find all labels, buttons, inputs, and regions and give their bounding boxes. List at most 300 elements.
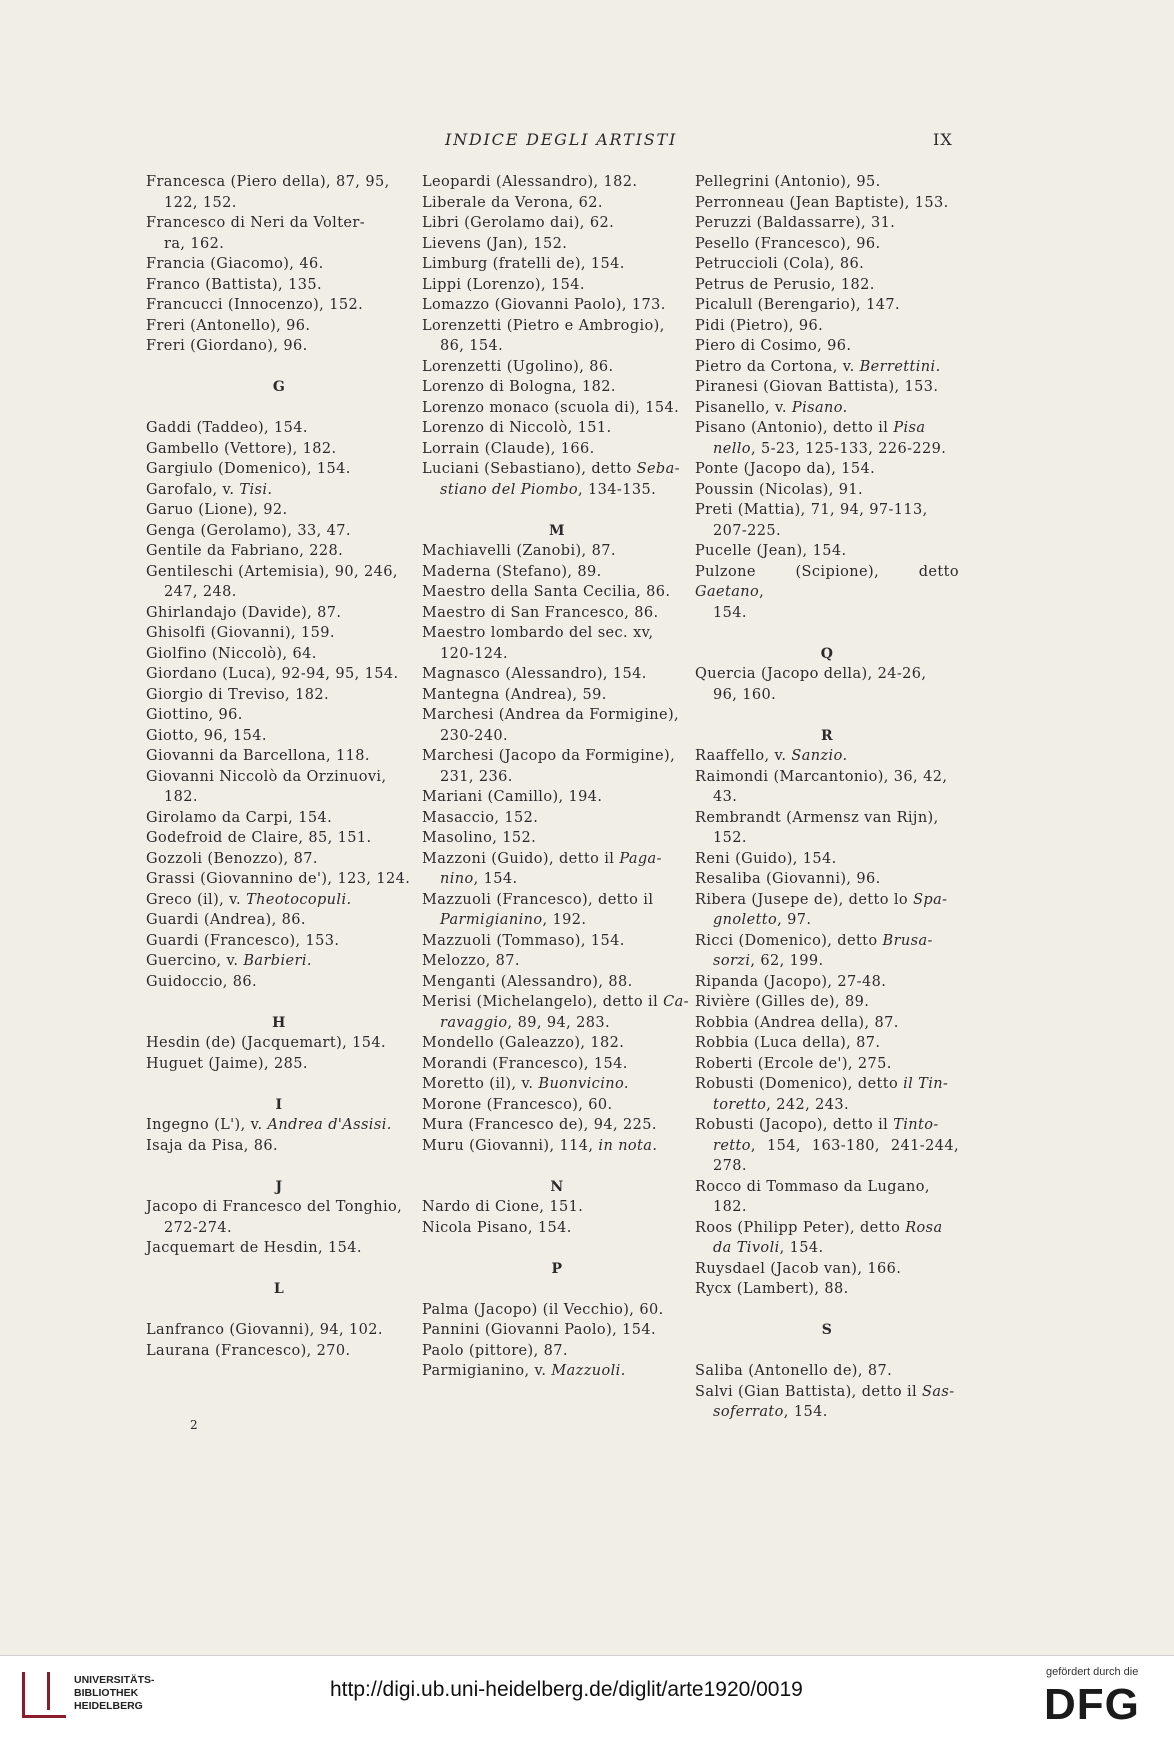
entry-line: Maestro della Santa Cecilia, 86. bbox=[422, 584, 671, 600]
index-entry bbox=[695, 869, 959, 890]
entry-line: 231, 236. bbox=[440, 768, 513, 785]
running-title: INDICE DEGLI ARTISTI bbox=[445, 130, 678, 149]
index-entry bbox=[422, 603, 692, 624]
index-entry bbox=[422, 357, 692, 378]
entry-line: Rembrandt (Armensz van Rijn), bbox=[695, 809, 939, 826]
index-entry bbox=[695, 746, 959, 767]
entry-line: Lomazzo (Giovanni Paolo), 173. bbox=[422, 297, 666, 313]
index-entry bbox=[146, 685, 412, 706]
entry-line: nino, 154. bbox=[440, 871, 518, 887]
index-entry bbox=[146, 869, 412, 890]
entry-line: Ribera (Jusepe de), detto lo Spa- bbox=[695, 891, 948, 908]
spacer bbox=[422, 1279, 692, 1300]
spacer bbox=[146, 1074, 412, 1095]
index-entry bbox=[146, 254, 412, 275]
index-entry bbox=[146, 213, 412, 254]
entry-line: 230-240. bbox=[440, 727, 509, 744]
entry-line: Machiavelli (Zanobi), 87. bbox=[422, 543, 616, 559]
entry-line: Roberti (Ercole de'), 275. bbox=[695, 1055, 892, 1072]
entry-line: Ghisolfi (Giovanni), 159. bbox=[146, 625, 335, 641]
index-entry bbox=[146, 1320, 412, 1341]
entry-line: 152. bbox=[713, 830, 747, 846]
spacer bbox=[146, 357, 412, 378]
library-line: BIBLIOTHEK bbox=[74, 1687, 139, 1699]
entry-line: Rocco di Tommaso da Lugano, bbox=[695, 1178, 930, 1195]
index-entry bbox=[146, 726, 412, 747]
index-entry bbox=[146, 1054, 412, 1075]
entry-line: Libri (Gerolamo dai), 62. bbox=[422, 215, 615, 231]
entry-line: Lorenzetti (Pietro e Ambrogio), bbox=[422, 317, 665, 334]
index-entry bbox=[422, 275, 692, 296]
index-entry bbox=[695, 890, 959, 931]
letter-heading: J bbox=[275, 1178, 283, 1195]
letter-heading: Q bbox=[820, 645, 834, 662]
entry-line: Mariani (Camillo), 194. bbox=[422, 789, 603, 805]
entry-line: Perronneau (Jean Baptiste), 153. bbox=[695, 194, 949, 211]
index-entry bbox=[422, 459, 692, 500]
entry-line: Jacopo di Francesco del Tonghio, bbox=[146, 1199, 403, 1215]
index-entry bbox=[146, 562, 412, 603]
entry-line: 182. bbox=[164, 789, 198, 805]
spacer bbox=[695, 623, 959, 644]
index-entry bbox=[422, 1361, 692, 1382]
entry-line: Francesco di Neri da Volter- bbox=[146, 215, 366, 231]
index-entry bbox=[422, 295, 692, 316]
entry-line: Francesca (Piero della), 87, 95, bbox=[146, 174, 390, 190]
entry-line: sorzi, 62, 199. bbox=[713, 953, 824, 969]
letter-heading: N bbox=[550, 1178, 564, 1195]
index-entry bbox=[695, 172, 959, 193]
index-entry bbox=[422, 992, 692, 1033]
entry-line: Isaja da Pisa, 86. bbox=[146, 1137, 279, 1154]
entry-line: Girolamo da Carpi, 154. bbox=[146, 809, 333, 826]
index-entry bbox=[695, 849, 959, 870]
entry-line: Menganti (Alessandro), 88. bbox=[422, 973, 633, 990]
index-entry bbox=[146, 890, 412, 911]
entry-line: Marchesi (Jacopo da Formigine), bbox=[422, 748, 676, 764]
entry-line: Pesello (Francesco), 96. bbox=[695, 235, 881, 252]
index-entry bbox=[422, 931, 692, 952]
entry-line: Giovanni Niccolò da Orzinuovi, bbox=[146, 768, 387, 785]
library-logo-icon bbox=[22, 1672, 66, 1718]
entry-line: Picalull (Berengario), 147. bbox=[695, 297, 900, 313]
index-entry bbox=[146, 1238, 412, 1259]
index-entry bbox=[146, 767, 412, 808]
index-entry bbox=[422, 418, 692, 439]
entry-line: Mazzuoli (Francesco), detto il bbox=[422, 891, 654, 908]
index-entry bbox=[695, 992, 959, 1013]
index-entry bbox=[422, 316, 692, 357]
entry-line: Petrus de Perusio, 182. bbox=[695, 276, 875, 293]
entry-line: Lorenzetti (Ugolino), 86. bbox=[422, 358, 614, 375]
index-entry bbox=[146, 849, 412, 870]
index-entry bbox=[695, 972, 959, 993]
index-entry bbox=[422, 213, 692, 234]
entry-line: Rivière (Gilles de), 89. bbox=[695, 994, 870, 1010]
entry-line: Giolfino (Niccolò), 64. bbox=[146, 645, 317, 662]
index-entry bbox=[422, 1033, 692, 1054]
index-entry bbox=[146, 480, 412, 501]
entry-line: Morone (Francesco), 60. bbox=[422, 1096, 613, 1113]
entry-line: Grassi (Giovannino de'), 123, 124. bbox=[146, 871, 411, 887]
index-entry bbox=[695, 295, 959, 316]
entry-line: soferrato, 154. bbox=[713, 1404, 828, 1420]
index-entry bbox=[146, 1136, 412, 1157]
index-entry bbox=[422, 746, 692, 787]
entry-line: Ruysdael (Jacob van), 166. bbox=[695, 1260, 902, 1277]
entry-line: Gozzoli (Benozzo), 87. bbox=[146, 850, 318, 867]
letter-heading: M bbox=[549, 522, 565, 539]
entry-line: ra, 162. bbox=[164, 235, 225, 252]
entry-line: Muru (Giovanni), 114, in nota. bbox=[422, 1137, 658, 1154]
index-entry bbox=[146, 541, 412, 562]
spacer bbox=[422, 1156, 692, 1177]
index-entry bbox=[422, 1218, 692, 1239]
entry-line: Jacquemart de Hesdin, 154. bbox=[146, 1240, 362, 1256]
dfg-logo[interactable]: DFG bbox=[1044, 1680, 1140, 1729]
entry-line: Mura (Francesco de), 94, 225. bbox=[422, 1117, 657, 1133]
entry-line: 122, 152. bbox=[164, 194, 237, 211]
entry-line: Resaliba (Giovanni), 96. bbox=[695, 871, 881, 887]
entry-line: Mazzuoli (Tommaso), 154. bbox=[422, 932, 625, 949]
index-entry bbox=[695, 1279, 959, 1300]
index-entry bbox=[422, 1300, 692, 1321]
entry-line: Magnasco (Alessandro), 154. bbox=[422, 666, 647, 682]
entry-line: Huguet (Jaime), 285. bbox=[146, 1055, 308, 1072]
spacer bbox=[422, 500, 692, 521]
index-entry bbox=[422, 1054, 692, 1075]
entry-line: Franco (Battista), 135. bbox=[146, 276, 322, 293]
library-line: HEIDELBERG bbox=[74, 1700, 143, 1712]
entry-line: Raimondi (Marcantonio), 36, 42, bbox=[695, 768, 948, 785]
spacer bbox=[146, 1300, 412, 1321]
index-entry bbox=[695, 234, 959, 255]
entry-line: Ghirlandajo (Davide), 87. bbox=[146, 604, 342, 621]
entry-line: Marchesi (Andrea da Formigine), bbox=[422, 707, 680, 723]
entry-line: nello, 5-23, 125-133, 226-229. bbox=[713, 440, 947, 457]
index-entry bbox=[695, 316, 959, 337]
entry-line: Lorenzo di Bologna, 182. bbox=[422, 379, 616, 395]
permalink-url[interactable]: http://digi.ub.uni-heidelberg.de/diglit/arte1920/0019 bbox=[330, 1678, 803, 1701]
index-entry bbox=[422, 1115, 692, 1136]
index-entry bbox=[695, 377, 959, 398]
entry-line: Guercino, v. Barbieri. bbox=[146, 953, 312, 969]
entry-line: retto, 154, 163-180, 241-244, 278. bbox=[713, 1137, 959, 1174]
entry-line: Francucci (Innocenzo), 152. bbox=[146, 297, 364, 313]
entry-line: stiano del Piombo, 134-135. bbox=[440, 481, 657, 498]
entry-line: 272-274. bbox=[164, 1219, 233, 1236]
entry-line: Pannini (Giovanni Paolo), 154. bbox=[422, 1322, 657, 1338]
entry-line: Parmigianino, v. Mazzuoli. bbox=[422, 1363, 626, 1379]
index-entry bbox=[695, 1218, 959, 1259]
index-entry bbox=[422, 582, 692, 603]
entry-line: Ripanda (Jacopo), 27-48. bbox=[695, 973, 887, 990]
index-entry bbox=[695, 562, 959, 624]
entry-line: Pulzone (Scipione), detto Gaetano, bbox=[695, 563, 959, 600]
letter-heading: G bbox=[272, 379, 286, 395]
entry-line: Mazzoni (Guido), detto il Paga- bbox=[422, 850, 662, 867]
index-entry bbox=[695, 480, 959, 501]
index-entry bbox=[695, 808, 959, 849]
index-entry bbox=[146, 275, 412, 296]
entry-line: Gargiulo (Domenico), 154. bbox=[146, 461, 351, 477]
entry-line: Lorrain (Claude), 166. bbox=[422, 440, 595, 457]
index-entry bbox=[146, 521, 412, 542]
index-entry bbox=[422, 705, 692, 746]
entry-line: Robusti (Jacopo), detto il Tinto- bbox=[695, 1117, 939, 1133]
index-entry bbox=[422, 439, 692, 460]
index-entry bbox=[422, 828, 692, 849]
index-entry bbox=[695, 541, 959, 562]
index-entry bbox=[695, 1054, 959, 1075]
index-entry bbox=[146, 808, 412, 829]
entry-line: toretto, 242, 243. bbox=[713, 1096, 850, 1113]
entry-line: Laurana (Francesco), 270. bbox=[146, 1342, 351, 1359]
entry-line: 43. bbox=[713, 789, 738, 805]
index-entry bbox=[422, 1341, 692, 1362]
entry-line: 120-124. bbox=[440, 645, 509, 662]
index-entry bbox=[146, 972, 412, 993]
index-entry bbox=[422, 1095, 692, 1116]
entry-line: Francia (Giacomo), 46. bbox=[146, 256, 324, 272]
entry-line: Freri (Giordano), 96. bbox=[146, 338, 308, 354]
index-entry bbox=[422, 377, 692, 398]
library-line: UNIVERSITÄTS- bbox=[74, 1674, 155, 1686]
entry-line: Giordano (Luca), 92-94, 95, 154. bbox=[146, 666, 399, 682]
index-entry bbox=[146, 500, 412, 521]
spacer bbox=[422, 1238, 692, 1259]
entry-line: Pisano (Antonio), detto il Pisa bbox=[695, 420, 926, 436]
entry-line: 182. bbox=[713, 1199, 747, 1215]
entry-line: Merisi (Michelangelo), detto il Ca- bbox=[422, 994, 689, 1010]
library-logo[interactable] bbox=[22, 1670, 155, 1720]
entry-line: Guardi (Francesco), 153. bbox=[146, 932, 340, 949]
entry-line: 96, 160. bbox=[713, 686, 777, 703]
index-entry bbox=[146, 418, 412, 439]
letter-heading: R bbox=[820, 727, 834, 744]
entry-line: 86, 154. bbox=[440, 338, 504, 354]
entry-line: Quercia (Jacopo della), 24-26, bbox=[695, 666, 927, 682]
entry-line: 207-225. bbox=[713, 522, 782, 539]
entry-line: Piranesi (Giovan Battista), 153. bbox=[695, 379, 939, 395]
entry-line: Guardi (Andrea), 86. bbox=[146, 912, 306, 928]
spacer bbox=[695, 705, 959, 726]
entry-line: Pietro da Cortona, v. Berrettini. bbox=[695, 358, 941, 375]
entry-line: Pellegrini (Antonio), 95. bbox=[695, 174, 881, 190]
index-entry bbox=[695, 418, 959, 459]
index-entry bbox=[146, 336, 412, 357]
index-entry bbox=[422, 1136, 692, 1157]
index-column-3 bbox=[695, 172, 959, 1423]
entry-line: Salvi (Gian Battista), detto il Sas- bbox=[695, 1383, 955, 1400]
spacer bbox=[146, 992, 412, 1013]
index-entry bbox=[695, 398, 959, 419]
entry-line: Mantegna (Andrea), 59. bbox=[422, 686, 607, 703]
entry-line: Maestro di San Francesco, 86. bbox=[422, 604, 659, 621]
entry-line: Genga (Gerolamo), 33, 47. bbox=[146, 522, 351, 539]
entry-line: Lievens (Jan), 152. bbox=[422, 235, 568, 252]
index-entry bbox=[146, 644, 412, 665]
index-entry bbox=[695, 459, 959, 480]
index-entry bbox=[695, 193, 959, 214]
index-entry bbox=[146, 459, 412, 480]
entry-line: Masaccio, 152. bbox=[422, 809, 539, 826]
entry-line: Paolo (pittore), 87. bbox=[422, 1342, 568, 1359]
entry-line: Pucelle (Jean), 154. bbox=[695, 543, 847, 559]
entry-line: Giottino, 96. bbox=[146, 707, 243, 723]
entry-line: Guidoccio, 86. bbox=[146, 973, 258, 990]
index-entry bbox=[422, 664, 692, 685]
entry-line: Maderna (Stefano), 89. bbox=[422, 563, 602, 580]
index-entry bbox=[695, 336, 959, 357]
index-entry bbox=[422, 808, 692, 829]
entry-line: Robbia (Andrea della), 87. bbox=[695, 1014, 899, 1031]
index-entry bbox=[146, 316, 412, 337]
entry-line: Liberale da Verona, 62. bbox=[422, 194, 603, 211]
entry-line: Reni (Guido), 154. bbox=[695, 850, 837, 867]
index-entry bbox=[422, 951, 692, 972]
entry-line: Lorenzo monaco (scuola di), 154. bbox=[422, 399, 680, 416]
index-entry bbox=[695, 1013, 959, 1034]
entry-line: Masolino, 152. bbox=[422, 830, 537, 846]
index-entry bbox=[422, 890, 692, 931]
entry-line: Rycx (Lambert), 88. bbox=[695, 1281, 849, 1297]
index-entry bbox=[146, 664, 412, 685]
entry-line: Robusti (Domenico), detto il Tin- bbox=[695, 1076, 949, 1092]
index-entry bbox=[422, 972, 692, 993]
entry-line: Robbia (Luca della), 87. bbox=[695, 1035, 881, 1051]
index-entry bbox=[146, 910, 412, 931]
spacer bbox=[146, 398, 412, 419]
index-entry bbox=[422, 398, 692, 419]
signature-mark: 2 bbox=[190, 1418, 198, 1432]
entry-line: Ricci (Domenico), detto Brusa- bbox=[695, 932, 933, 949]
entry-line: 154. bbox=[713, 604, 747, 621]
entry-line: da Tivoli, 154. bbox=[713, 1240, 824, 1256]
spacer bbox=[695, 1341, 959, 1362]
index-entry bbox=[422, 172, 692, 193]
index-entry bbox=[695, 275, 959, 296]
index-entry bbox=[422, 1320, 692, 1341]
entry-line: Lorenzo di Niccolò, 151. bbox=[422, 420, 612, 436]
index-entry bbox=[146, 1115, 412, 1136]
index-entry bbox=[695, 1074, 959, 1115]
index-entry bbox=[146, 746, 412, 767]
entry-line: Nicola Pisano, 154. bbox=[422, 1219, 572, 1236]
index-entry bbox=[422, 787, 692, 808]
entry-line: Leopardi (Alessandro), 182. bbox=[422, 174, 638, 190]
spacer bbox=[146, 1156, 412, 1177]
spacer bbox=[146, 1259, 412, 1280]
letter-heading: P bbox=[551, 1260, 563, 1277]
entry-line: Morandi (Francesco), 154. bbox=[422, 1055, 628, 1072]
index-entry bbox=[146, 828, 412, 849]
index-entry bbox=[146, 439, 412, 460]
entry-line: gnoletto, 97. bbox=[713, 912, 812, 928]
entry-line: Preti (Mattia), 71, 94, 97-113, bbox=[695, 502, 928, 518]
entry-line: Gentile da Fabriano, 228. bbox=[146, 543, 344, 559]
index-entry bbox=[695, 931, 959, 972]
index-entry bbox=[146, 1197, 412, 1238]
entry-line: Moretto (il), v. Buonvicino. bbox=[422, 1076, 629, 1092]
index-entry bbox=[422, 254, 692, 275]
entry-line: Nardo di Cione, 151. bbox=[422, 1199, 584, 1215]
letter-heading: L bbox=[273, 1281, 285, 1297]
index-entry bbox=[695, 1115, 959, 1177]
spacer bbox=[695, 1300, 959, 1321]
entry-line: Melozzo, 87. bbox=[422, 953, 520, 969]
index-entry bbox=[146, 931, 412, 952]
index-entry bbox=[695, 500, 959, 541]
letter-heading: S bbox=[821, 1322, 833, 1338]
entry-line: Palma (Jacopo) (il Vecchio), 60. bbox=[422, 1301, 664, 1318]
page-number: IX bbox=[933, 130, 953, 149]
index-entry bbox=[146, 172, 412, 213]
letter-heading: H bbox=[272, 1014, 286, 1031]
index-entry bbox=[146, 1341, 412, 1362]
index-entry bbox=[422, 1197, 692, 1218]
entry-line: Garofalo, v. Tisi. bbox=[146, 481, 273, 498]
index-entry bbox=[422, 541, 692, 562]
index-entry bbox=[695, 357, 959, 378]
entry-line: Maestro lombardo del sec. xv, bbox=[422, 625, 654, 641]
index-entry bbox=[422, 623, 692, 664]
library-name bbox=[74, 1674, 194, 1713]
index-column-2 bbox=[422, 172, 692, 1382]
index-entry bbox=[422, 234, 692, 255]
entry-line: Giorgio di Treviso, 182. bbox=[146, 686, 329, 703]
entry-line: 247, 248. bbox=[164, 584, 237, 600]
entry-line: Saliba (Antonello de), 87. bbox=[695, 1363, 893, 1379]
entry-line: ravaggio, 89, 94, 283. bbox=[440, 1014, 610, 1031]
letter-heading: I bbox=[275, 1096, 283, 1113]
entry-line: Peruzzi (Baldassarre), 31. bbox=[695, 215, 896, 231]
index-entry bbox=[695, 213, 959, 234]
index-entry bbox=[695, 767, 959, 808]
index-entry bbox=[422, 849, 692, 890]
entry-line: Giotto, 96, 154. bbox=[146, 727, 267, 744]
entry-line: Gambello (Vettore), 182. bbox=[146, 440, 337, 457]
index-entry bbox=[146, 295, 412, 316]
index-entry bbox=[146, 951, 412, 972]
entry-line: Giovanni da Barcellona, 118. bbox=[146, 748, 370, 764]
entry-line: Garuo (Lione), 92. bbox=[146, 502, 288, 518]
entry-line: Greco (il), v. Theotocopuli. bbox=[146, 891, 352, 908]
index-entry bbox=[422, 193, 692, 214]
index-column-1 bbox=[146, 172, 412, 1361]
index-entry bbox=[695, 1177, 959, 1218]
entry-line: Parmigianino, 192. bbox=[440, 912, 587, 928]
entry-line: Ingegno (L'), v. Andrea d'Assisi. bbox=[146, 1117, 392, 1133]
index-entry bbox=[146, 1033, 412, 1054]
index-entry bbox=[695, 254, 959, 275]
index-entry bbox=[146, 623, 412, 644]
index-entry bbox=[422, 1074, 692, 1095]
entry-line: Luciani (Sebastiano), detto Seba- bbox=[422, 461, 680, 477]
entry-line: Lanfranco (Giovanni), 94, 102. bbox=[146, 1322, 383, 1338]
index-entry bbox=[146, 603, 412, 624]
index-entry bbox=[695, 1259, 959, 1280]
entry-line: Mondello (Galeazzo), 182. bbox=[422, 1035, 625, 1051]
index-entry bbox=[695, 1033, 959, 1054]
index-entry bbox=[695, 1361, 959, 1382]
entry-line: Piero di Cosimo, 96. bbox=[695, 338, 852, 354]
index-entry bbox=[695, 1382, 959, 1423]
entry-line: Raaffello, v. Sanzio. bbox=[695, 748, 848, 764]
digitization-footer bbox=[0, 1655, 1174, 1738]
entry-line: Roos (Philipp Peter), detto Rosa bbox=[695, 1219, 943, 1236]
entry-line: Ponte (Jacopo da), 154. bbox=[695, 461, 876, 477]
